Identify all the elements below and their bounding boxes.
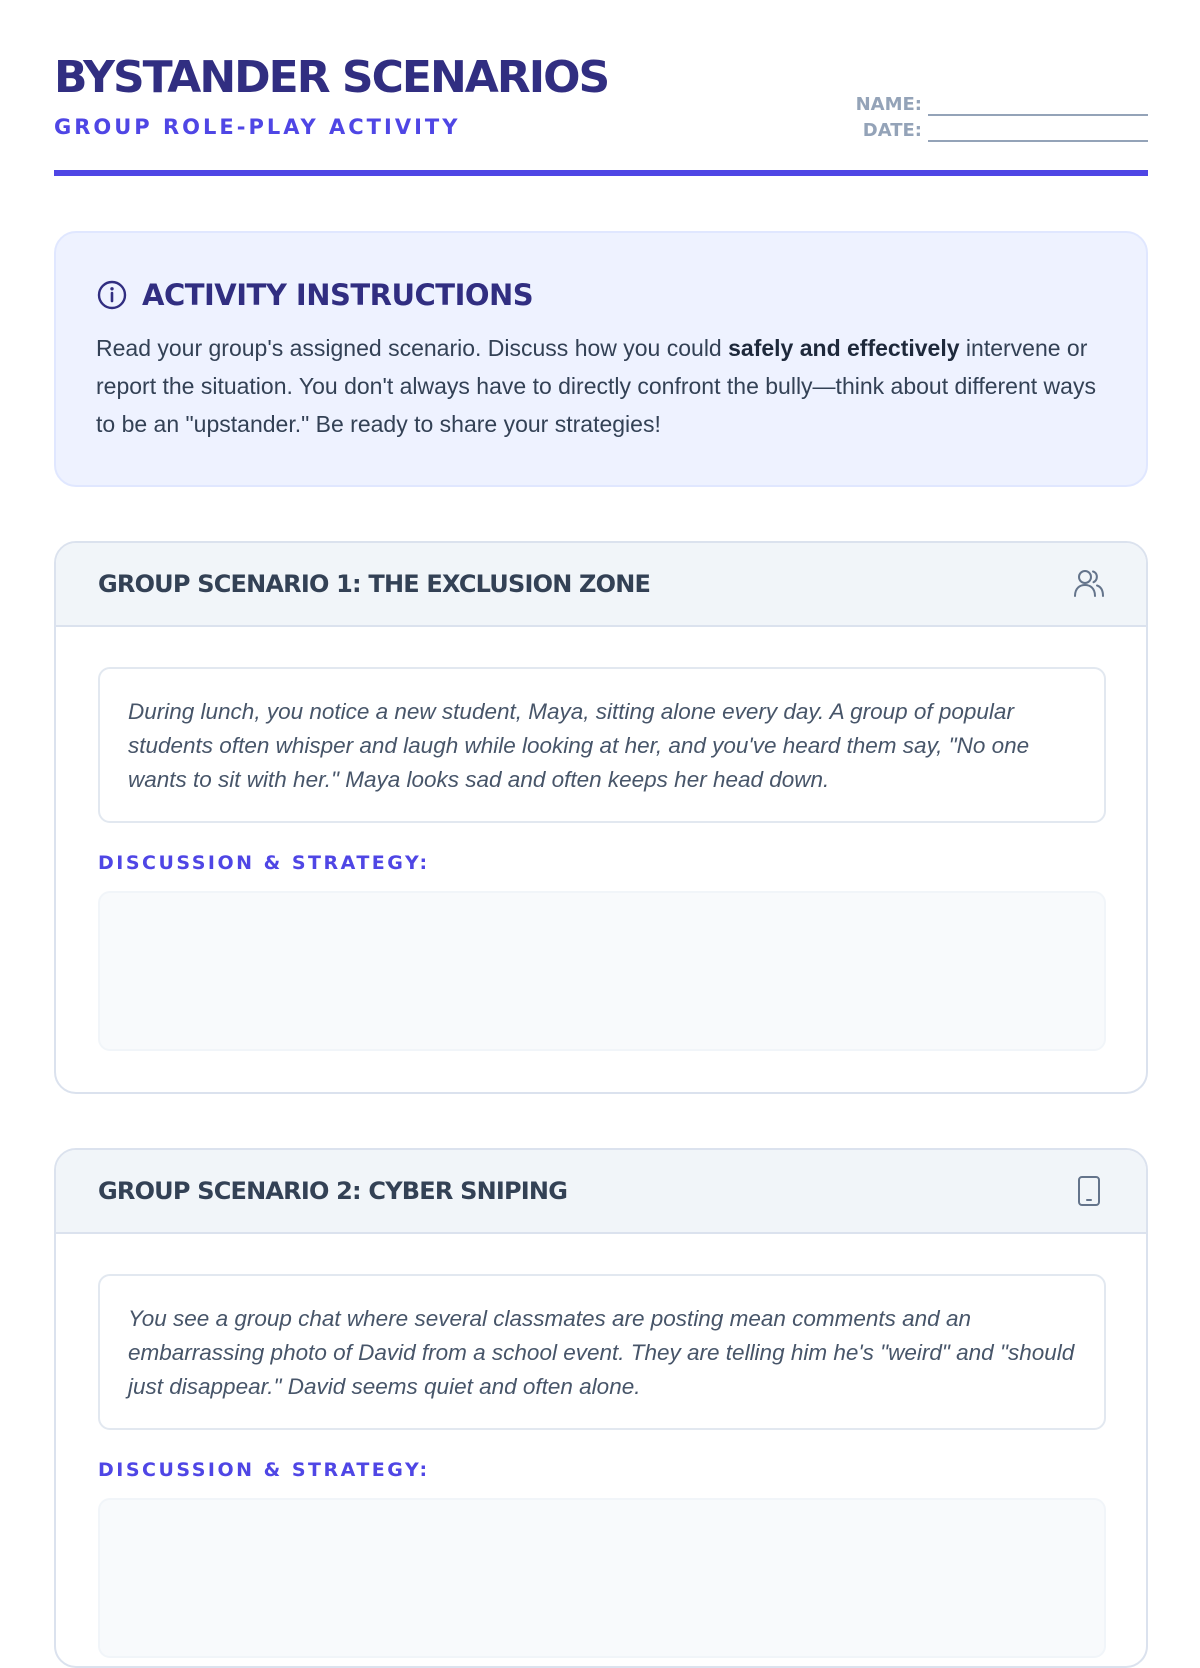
info-icon <box>96 279 128 311</box>
name-date-fields <box>856 90 1148 142</box>
instructions-text-emphasis: safely and effectively <box>728 335 960 361</box>
page-subtitle: GROUP ROLE-PLAY ACTIVITY <box>54 115 461 139</box>
page-title: BYSTANDER SCENARIOS <box>54 52 609 103</box>
name-field[interactable] <box>856 90 1148 116</box>
date-field[interactable] <box>856 116 1148 142</box>
scenario-description: During lunch, you notice a new student, Maya, sitting alone every day. A group of popular students often whisper and laugh while looking at her, and you've heard them say, "No one wants to sit with her." Maya looks sad and often keeps her head down. <box>98 667 1106 823</box>
instructions-text-end: intervene or report the situation. You don't always have to directly confront the bully—think about different ways to be an "upstander." Be ready to share your strategies! <box>96 335 1096 437</box>
scenario-card-2 <box>54 1148 1148 1668</box>
date-label: DATE: <box>862 120 922 141</box>
worksheet-page <box>54 0 1148 1481</box>
phone-icon <box>1072 1174 1106 1208</box>
scenario-card-header <box>56 543 1146 627</box>
scenario-card-body <box>56 1234 1146 1668</box>
worksheet-header <box>54 0 1148 178</box>
scenario-card-header <box>56 1150 1146 1234</box>
discussion-label: DISCUSSION & STRATEGY: <box>98 852 430 874</box>
discussion-answer-area[interactable] <box>98 891 1106 1051</box>
scenario-card-body <box>56 627 1146 1091</box>
instructions-title: ACTIVITY INSTRUCTIONS <box>142 278 534 312</box>
name-line <box>928 94 1148 116</box>
instructions-text <box>96 329 1106 443</box>
users-icon <box>1072 567 1106 601</box>
discussion-answer-area[interactable] <box>98 1498 1106 1658</box>
date-line <box>928 120 1148 142</box>
instructions-panel <box>54 231 1148 487</box>
scenario-title: GROUP SCENARIO 1: THE EXCLUSION ZONE <box>98 570 651 598</box>
discussion-label: DISCUSSION & STRATEGY: <box>98 1459 430 1481</box>
name-label: NAME: <box>855 94 922 115</box>
scenario-description: You see a group chat where several classmates are posting mean comments and an embarrassing photo of David from a school event. They are telling him he's "weird" and "should just disappear." David seems quiet and often alone. <box>98 1274 1106 1430</box>
scenario-card-1 <box>54 541 1148 1094</box>
instructions-heading <box>96 277 1106 313</box>
header-divider <box>54 170 1148 176</box>
scenario-title: GROUP SCENARIO 2: CYBER SNIPING <box>98 1177 568 1205</box>
instructions-text-start: Read your group's assigned scenario. Discuss how you could <box>96 335 729 361</box>
